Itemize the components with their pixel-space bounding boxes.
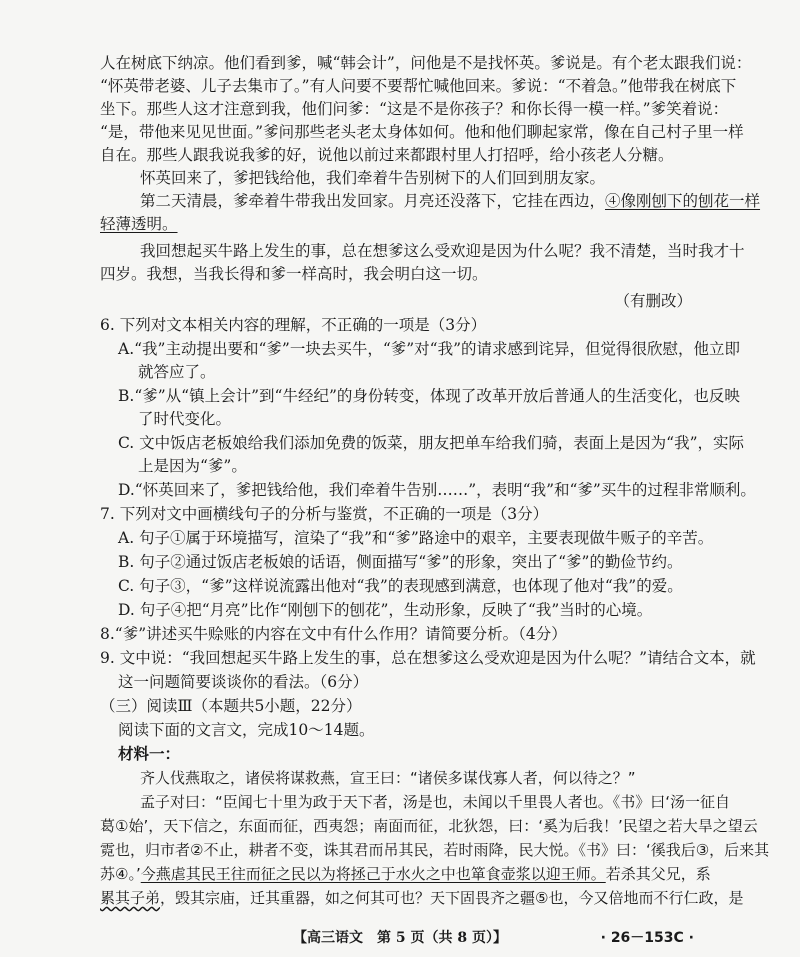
underlined-sentence-4: ④像刚刨下的刨花一样 bbox=[605, 192, 761, 210]
q6-option-b-cont: 了时代变化。 bbox=[138, 410, 232, 428]
material-1-line-4: 霓也，归市者②不止，耕者不变，诛其君而吊其民，若时雨降，民大悦。《书》曰：‘徯我后③，后来其 bbox=[100, 841, 770, 859]
story-line-4: “是，带他来见见世面。”爹问那些老头老太身体如何。他和他们聊起家常，像在自己村子里一样 bbox=[100, 123, 744, 141]
story-para-3 bbox=[140, 190, 761, 212]
material-1-line-6 bbox=[100, 887, 744, 909]
q6-option-a-cont: 就答应了。 bbox=[138, 363, 216, 381]
story-para-2: 怀英回来了，爹把钱给他，我们牵着牛告别树下的人们回到朋友家。 bbox=[140, 169, 606, 187]
q6-option-a: A.“我”主动提出要和“爹”一块去买牛，“爹”对“我”的请求感到诧异，但觉得很欣慰，他立即 bbox=[118, 340, 741, 358]
story-line-2: “怀英带老婆、儿子去集市了。”有人问要不要帮忙喊他回来。爹说：“不着急。”他带我在树底下 bbox=[100, 77, 737, 95]
q7-option-d: D. 句子④把“月亮”比作“刚刨下的刨花”，生动形象，反映了“我”当时的心境。 bbox=[118, 601, 653, 619]
material-1-line-5 bbox=[100, 863, 711, 885]
material-1-title: 材料一： bbox=[118, 744, 181, 763]
story-line-1: 人在树底下纳凉。他们看到爹，喊“韩会计”，问他是不是找怀英。爹说是。有个老太跟我们说： bbox=[100, 54, 752, 72]
story-line-3: 坐下。那些人这才注意到我，他们问爹：“这是不是你孩子？和你长得一模一样。”爹笑着说： bbox=[100, 100, 729, 118]
material-1-line-1: 齐人伐燕取之，诸侯将谋救燕，宣王曰：“诸侯多谋伐寡人者，何以待之？” bbox=[140, 769, 636, 787]
material-1-line-3: 葛①始’，天下信之，东面而征，西夷怨；南面而征，北狄怨，曰：‘奚为后我！’民望之若大旱之望云 bbox=[100, 817, 758, 835]
q9-stem: 9. 文中说：“我回想起买牛路上发生的事，总在想爹这么受欢迎是因为什么呢？”请结合文本，就 bbox=[100, 649, 756, 667]
material-1-line-5-end: 若杀其父兄，系 bbox=[605, 865, 711, 883]
underlined-classical-sentence: 今燕虐其民王往而征之民以为将拯己于水火之中也箪食壶浆以迎王师。 bbox=[140, 865, 606, 883]
underlined-sentence-4-cont: 轻薄透明。 bbox=[100, 215, 178, 233]
q6-option-c: C. 文中饭店老板娘给我们添加免费的饭菜，朋友把单车给我们骑，表面上是因为“我”，实际 bbox=[118, 434, 745, 452]
q8-stem: 8.“爹”讲述买牛赊账的内容在文中有什么作用？请简要分析。（4分） bbox=[100, 625, 567, 643]
wavy-underlined-phrase: 累其子弟 bbox=[100, 889, 161, 907]
q7-option-a: A. 句子①属于环境描写，渲染了“我”和“爹”路途中的艰辛，主要表现做牛贩子的辛苦。 bbox=[118, 529, 714, 547]
exam-code: · 26－153C · bbox=[600, 930, 694, 946]
q6-stem: 6. 下列对文本相关内容的理解，不正确的一项是（3分） bbox=[100, 316, 487, 334]
story-para-3-cont bbox=[100, 213, 700, 235]
material-1-line-2: 孟子对曰：“臣闻七十里为政于天下者，汤是也，未闻以千里畏人者也。《书》曰‘汤一征自 bbox=[140, 793, 731, 811]
q9-stem-cont: 这一问题简要谈谈你的看法。（6分） bbox=[118, 673, 369, 691]
q7-option-b: B. 句子②通过饭店老板娘的话语，侧面描写“爹”的形象，突出了“爹”的勤俭节约。 bbox=[118, 553, 683, 571]
q6-option-b: B.“爹”从“镇上会计”到“牛经纪”的身份转变，体现了改革开放后普通人的生活变化，也反映 bbox=[118, 387, 740, 405]
page-footer bbox=[0, 927, 800, 949]
q7-option-c: C. 句子③，“爹”这样说流露出他对“我”的表现感到满意，也体现了他对“我”的爱。 bbox=[118, 577, 683, 595]
material-1-line-5-start: 苏④。’ bbox=[100, 865, 141, 883]
material-1-line-6-rest: ，毁其宗庙，迁其重器，如之何其可也？天下固畏齐之疆⑤也，今又倍地而不行仁政，是 bbox=[160, 889, 744, 907]
story-para-4-line-1: 我回想起买牛路上发生的事，总在想爹这么受欢迎是因为什么呢？我不清楚，当时我才十 bbox=[140, 242, 745, 260]
story-para-4-line-2: 四岁。我想，当我长得和爹一样高时，我会明白这一切。 bbox=[100, 265, 488, 283]
section-3-title: （三）阅读Ⅲ（本题共5小题，22分） bbox=[100, 697, 362, 715]
story-source: （有删改） bbox=[614, 292, 692, 310]
q6-option-d: D.“怀英回来了，爹把钱给他，我们牵着牛告别……”，表明“我”和“爹”买牛的过程非常顺利。 bbox=[118, 481, 756, 499]
story-line-5: 自在。那些人跟我说我爹的好，说他以前过来都跟村里人打招呼，给小孩老人分糖。 bbox=[100, 146, 674, 164]
section-3-intro: 阅读下面的文言文，完成10～14题。 bbox=[118, 721, 375, 739]
story-para-3-text: 第二天清晨，爹牵着牛带我出发回家。月亮还没落下，它挂在西边， bbox=[140, 192, 606, 210]
page-number: 【高三语文 第 5 页（共 8 页）】 bbox=[293, 930, 507, 946]
q6-option-c-cont: 上是因为“爹”。 bbox=[138, 457, 247, 475]
q7-stem: 7. 下列对文中画横线句子的分析与鉴赏，不正确的一项是（3分） bbox=[100, 505, 549, 523]
